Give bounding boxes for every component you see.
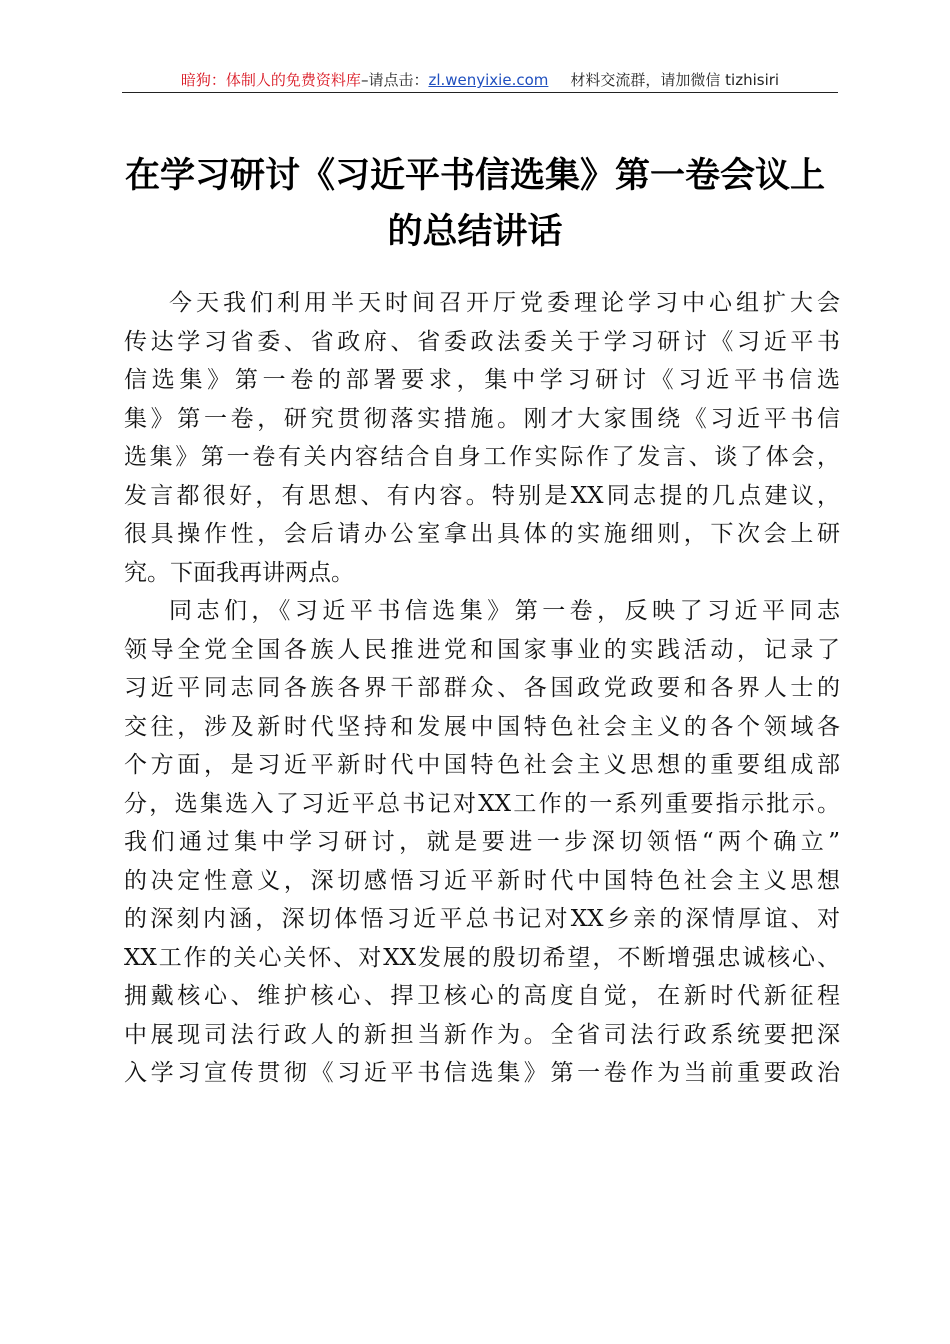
page-header <box>122 68 838 93</box>
text-line: 集》第一卷，研究贯彻落实措施。刚才大家围绕《习近平书信 <box>124 405 840 432</box>
text-line: 传达学习省委、省政府、省委政法委关于学习研讨《习近平书 <box>124 328 840 355</box>
text-line: XX工作的关心关怀、对XX发展的殷切希望，不断增强忠诚核心、 <box>124 944 840 971</box>
paragraph-1 <box>124 284 840 592</box>
text-line: 个方面，是习近平新时代中国特色社会主义思想的重要组成部 <box>124 752 840 778</box>
text-line: 的深刻内涵，深切体悟习近平总书记对XX乡亲的深情厚谊、对 <box>124 906 840 932</box>
brand-text: 暗狗：体制人的免费资料库 <box>180 71 361 89</box>
paragraph-2 <box>124 592 840 1093</box>
title-line-2: 的总结讲话 <box>387 211 563 252</box>
website-link[interactable]: zl.wenyixie.com <box>428 71 549 89</box>
text-line: 习近平同志同各族各界干部群众、各国政党政要和各界人士的 <box>124 675 840 701</box>
text-line: 究。下面我再讲两点。 <box>124 559 354 586</box>
text-line: 今天我们利用半天时间召开厅党委理论学习中心组扩大会 <box>169 290 840 316</box>
title-line-1: 在学习研讨《习近平书信选集》第一卷会议上 <box>124 155 825 196</box>
text-line: 很具操作性，会后请办公室拿出具体的实施细则，下次会上研 <box>124 521 840 547</box>
document-body <box>124 284 840 1093</box>
text-line: 信选集》第一卷的部署要求，集中学习研讨《习近平书信选 <box>124 367 840 393</box>
text-line: 发言都很好，有思想、有内容。特别是XX同志提的几点建议， <box>124 482 840 509</box>
text-line: 入学习宣传贯彻《习近平书信选集》第一卷作为当前重要政治 <box>124 1060 840 1086</box>
text-line: 的决定性意义，深切感悟习近平新时代中国特色社会主义思想 <box>124 867 840 894</box>
text-line: 中展现司法行政人的新担当新作为。全省司法行政系统要把深 <box>124 1021 840 1048</box>
page-title <box>100 148 850 260</box>
text-line: 同志们，《习近平书信选集》第一卷，反映了习近平同志 <box>169 598 840 624</box>
contact-text: 材料交流群，请加微信 tizhisiri <box>570 71 780 89</box>
text-line: 交往，涉及新时代坚持和发展中国特色社会主义的各个领域各 <box>124 713 840 740</box>
text-line: 拥戴核心、维护核心、捍卫核心的高度自觉，在新时代新征程 <box>124 983 840 1009</box>
text-line: 领导全党全国各族人民推进党和国家事业的实践活动，记录了 <box>124 636 840 663</box>
text-line: 分，选集选入了习近平总书记对XX工作的一系列重要指示批示。 <box>124 790 840 817</box>
click-prompt: –请点击： <box>360 71 429 89</box>
text-line: 我们通过集中学习研讨，就是要进一步深切领悟“两个确立” <box>124 829 840 855</box>
text-line: 选集》第一卷有关内容结合自身工作实际作了发言、谈了体会， <box>124 444 840 470</box>
